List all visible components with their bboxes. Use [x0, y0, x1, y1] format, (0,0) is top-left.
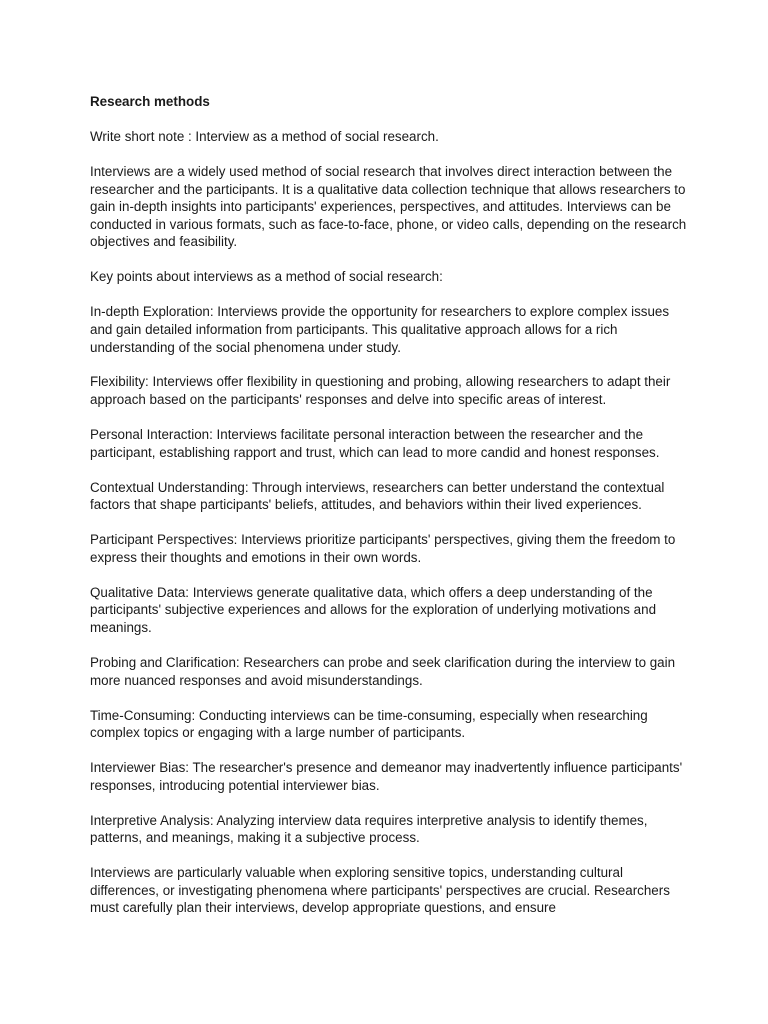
point-personal-interaction: Personal Interaction: Interviews facilitate personal interaction between the researcher and the participant, establishing rapport and trust, which can lead to more candid and honest responses. [90, 427, 660, 460]
point-probing-clarification: Probing and Clarification: Researchers can probe and seek clarification during the interview to gain more nuanced responses and avoid misunderstandings. [90, 654, 676, 688]
intro-paragraph: Interviews are a widely used method of social research that involves direct interaction between the researcher and the participants. It is a qualitative data collection technique that allows researchers to gain in-depth insights into participants' experiences, perspectives, and attitudes. Interviews can be conducted in various formats, such as face-to-face, phone, or video calls, depending on the research objectives and feasibility. [90, 163, 687, 250]
key-points-heading: Key points about interviews as a method of social research: [90, 269, 443, 285]
point-interpretive-analysis: Interpretive Analysis: Analyzing interview data requires interpretive analysis to identify themes, patterns, and meanings, making it a subjective process. [90, 812, 648, 846]
point-interviewer-bias: Interviewer Bias: The researcher's presence and demeanor may inadvertently influence participants' responses, introducing potential interviewer bias. [90, 760, 683, 793]
point-contextual-understanding: Contextual Understanding: Through interviews, researchers can better understand the contextual factors that shape participants' beliefs, attitudes, and behaviors within their lived experiences. [90, 479, 665, 513]
point-participant-perspectives: Participant Perspectives: Interviews prioritize participants' perspectives, giving them the freedom to express their thoughts and emotions in their own words. [90, 532, 676, 565]
point-time-consuming: Time-Consuming: Conducting interviews can be time-consuming, especially when researching complex topics or engaging with a large number of participants. [90, 707, 648, 741]
document-body [90, 93, 690, 934]
conclusion-paragraph: Interviews are particularly valuable when exploring sensitive topics, understanding cultural differences, or investigating phenomena where participants' perspectives are crucial. Researchers must carefully plan their interviews, develop appropriate questions, and ensure [90, 865, 670, 916]
document-title: Research methods [90, 94, 210, 109]
point-in-depth-exploration: In-depth Exploration: Interviews provide the opportunity for researchers to explore complex issues and gain detailed information from participants. This qualitative approach allows for a rich understanding of the social phenomena under study. [90, 304, 670, 355]
point-flexibility: Flexibility: Interviews offer flexibility in questioning and probing, allowing researchers to adapt their approach based on the participants' responses and delve into specific areas of interest. [90, 374, 671, 408]
point-qualitative-data: Qualitative Data: Interviews generate qualitative data, which offers a deep understanding of the participants' subjective experiences and allows for the exploration of underlying motivations and meanings. [90, 584, 657, 635]
question-line: Write short note : Interview as a method of social research. [90, 128, 439, 144]
